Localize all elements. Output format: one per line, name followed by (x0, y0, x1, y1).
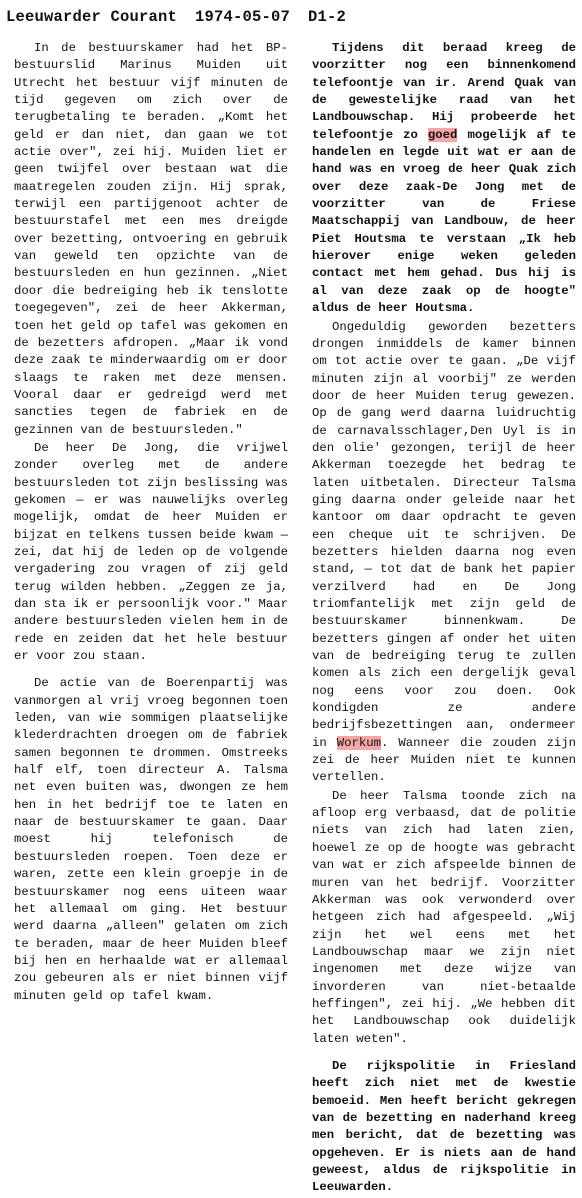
highlighted-word-goed: goed (427, 127, 458, 142)
publication-date: 1974-05-07 (195, 8, 291, 26)
right-paragraph-2 (312, 319, 576, 787)
right-paragraph-4: De rijkspolitie in Friesland heeft zich niet met de kwestie bemoeid. Men heeft bericht gekregen van de bezetting en naderhand kreeg men bericht, dat de bezetting was opgeheven. Er is niets aan de hand geweest, aldus de rijkspolitie in Leeuwarden. (312, 1058, 576, 1195)
right-paragraph-1-text-b: mogelijk af te handelen en legde uit wat er aan de hand was en vroeg de heer Quak zich over deze zaak-De Jong met de voorzitter van de Friese Maatschappij van Landbouw, de heer Piet Houtsma te verstaan „Ik heb hierover enige weken geleden contact met hem gehad. Dus hij is al van deze zaak op de hoogte" aldus de heer Houtsma. (312, 127, 576, 316)
right-paragraph-1 (312, 40, 576, 318)
page-reference: D1-2 (308, 8, 347, 26)
right-paragraph-3: De heer Talsma toonde zich na afloop erg verbaasd, dat de politie niets van zich had laten zien, hoewel ze op de hoogte was gebracht van wat er zich afspeelde binnen de muren van het bedrijf. Voorzitter Akkerman was ook verwonderd over hetgeen zich had afgespeeld. „Wij zijn het wel eens met het Landbouwschap maar we zijn niet ingenomen met deze wijze van invorderen van niet-betaalde heffingen", zei hij. „We hebben dit het Landbouwschap ook duidelijk laten weten". (312, 788, 576, 1046)
left-paragraph-1: In de bestuurskamer had het BP-bestuurslid Marinus Muiden uit Utrecht het bestuur vijf minuten de tijd gegeven om zich over de terugbetaling te beraden. „Komt het geld er dan niet, dan gaan we tot actie over", zei hij. Muiden liet er geen twijfel over bestaan wat die maatregelen zouden zijn. Hij sprak, terwijl een partijgenoot achter de bestuurstafel met een mes dreigde over bezetting, ontvoering en gebruik van geweld ten opzichte van de bestuursleden en hun gezinnen. „Niet door die bedreiging heb ik tenslotte toegegeven", zei de heer Akkerman, toen het geld op tafel was gekomen en de bezetters afdropen. „Maar ik vond deze zaak te minderwaardig om er door slaags te raken met deze mensen. Vooral daar er gedreigd werd met sancties tegen de fabriek en de gezinnen van de bestuursleden." (14, 41, 288, 437)
right-paragraph-2-text-b: . Wanneer die zouden zijn zei de heer Muiden niet te kunnen vertellen. (312, 735, 577, 785)
highlighted-word-workum: Workum (336, 735, 382, 750)
left-column (14, 40, 288, 1006)
right-paragraph-2-text-a: Ongeduldig geworden bezetters drongen inmiddels de kamer binnen om tot actie over te gaan. „De vijf minuten zijn al voorbij" ze werden door de heer Muiden terug gewezen. Op de gang werd daarna luidruchtig de carnavalsschlager,Den Uyl is in den olie' gezongen, terijl de heer Akkerman toezegde het bedrag te laten uitbetalen. Directeur Talsma ging daarna onder geleide naar het kantoor om daar opdracht te geven een cheque uit te schrijven. De bezetters hielden daarna nog even stand, — tot dat de bank het papier verzilverd had en De Jong triomfantelijk met zijn geld de bestuurskamer binnenkwam. De bezetters gingen af onder het uiten van de bedreiging terug te zullen komen als zich een dergelijk geval nog eens voor zou doen. Ook kondigden ze andere bedrijfsbezettingen aan, ondermeer in (312, 319, 576, 750)
left-paragraph-3: De actie van de Boerenpartij was vanmorgen al vrij vroeg begonnen toen leden, van wie sommigen plaatselijke klederdrachten droegen om de fabriek samen begonnen te drommen. Omstreeks half elf, toen directeur A. Talsma net even buiten was, dwongen ze hem hen in het bedrijf toe te laten en naar de bestuurskamer te gaan. Daar moest hij telefonisch de bestuursleden roepen. Toen deze er waren, zette een klein groepje in de bestuurskamer nog eens uiteen waar het allemaal om ging. Het bestuur werd daarna „alleen" gelaten om zich te beraden, maar de heer Muiden bleef bij hen en herhaalde wat er allemaal zou gebeuren als er niet binnen vijf minuten geld op tafel kwam. (14, 676, 288, 1003)
newspaper-name: Leeuwarder Courant (6, 8, 178, 26)
right-paragraph-1-text-a: Tijdens dit beraad kreeg de voorzitter nog een binnenkomend telefoontje van ir. Arend Quak van de gewestelijke raad van het Landbouwschap. Hij probeerde het telefoontje zo (312, 41, 576, 142)
clipping-header (6, 8, 346, 30)
left-paragraph-2: De heer De Jong, die vrijwel zonder overleg met de andere bestuursleden tot zijn beslissing was gekomen — er was nauwelijks overleg mogelijk, omdat de heer Muiden er bijzat en telkens tussen beide kwam — zei, dat hij de leden op de volgende vergadering zou vragen of zij geld terug wilden hebben. „Zeggen ze ja, dan sta ik er persoonlijk voor." Maar andere bestuursleden vielen hem in de rede en zeiden dat het hele bestuur er voor zou staan. (14, 440, 288, 664)
right-column (312, 40, 576, 1198)
